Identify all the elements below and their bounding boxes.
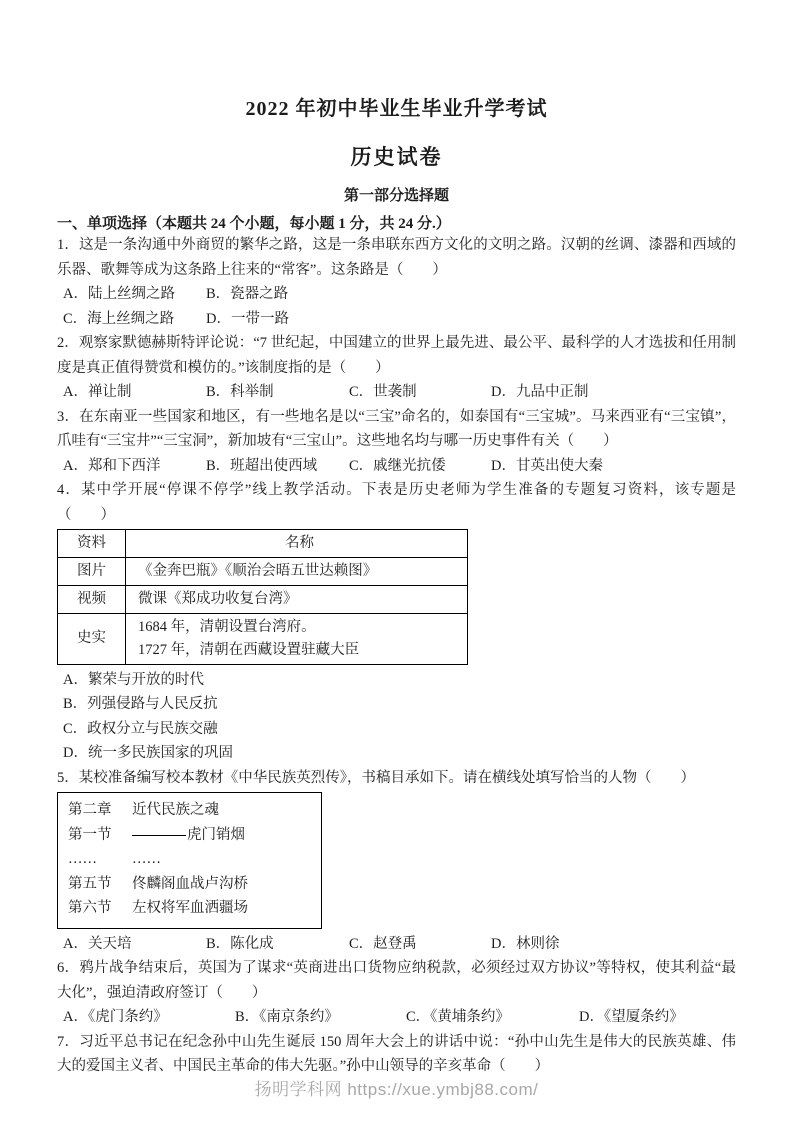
option-a: A．《虎门条约》 <box>63 1009 168 1025</box>
question-4-material-table <box>57 529 468 665</box>
question-1 <box>57 233 736 331</box>
option-a: A．繁荣与开放的时代 <box>63 671 204 688</box>
table-header-row <box>58 530 468 558</box>
option-c: C．海上丝绸之路 <box>63 310 175 327</box>
option-d: D．甘英出使大秦 <box>491 457 603 474</box>
option-c: C．赵登禹 <box>349 935 417 952</box>
option-c: C．戚继光抗倭 <box>349 457 446 474</box>
toc-label: 第二章 <box>68 802 112 818</box>
question-1-stem: 1．这是一条沟通中外商贸的繁华之路，这是一条串联东西方文化的文明之路。汉朝的丝调、漆器和西域的乐器、歌舞等成为这条路上往来的“常客”。这条路是（ ） <box>57 237 736 278</box>
question-7-stem: 7．习近平总书记在纪念孙中山先生诞辰 150 周年大会上的讲话中说：“孙中山先生是伟大的民族英雄、伟大的爱国主义者、中国民主革命的伟大先驱。”孙中山领导的辛亥革命（ ） <box>57 1033 736 1074</box>
question-3-options <box>57 454 736 479</box>
option-b: B．班超出使西域 <box>206 457 318 474</box>
option-d: D．《望厦条约》 <box>579 1009 684 1025</box>
toc-label: 第五节 <box>68 875 112 892</box>
part-header: 第一部分选择题 <box>343 188 449 204</box>
table-row <box>58 557 468 585</box>
option-c: C．政权分立与民族交融 <box>63 720 218 737</box>
table-cell-type: 视频 <box>58 585 126 613</box>
question-5-options <box>57 932 736 957</box>
question-6 <box>57 956 736 1030</box>
option-c: C．《黄埔条约》 <box>406 1009 510 1025</box>
toc-row <box>68 823 311 848</box>
fact-line-1: 1684 年，清朝设置台湾府。 <box>138 618 316 635</box>
question-6-options <box>57 1005 736 1030</box>
option-a: A．陆上丝绸之路 <box>63 286 175 302</box>
table-row <box>58 613 468 664</box>
subject-title: 历史试卷 <box>350 145 443 169</box>
question-2-stem: 2．观察家默德赫斯特评论说：“7 世纪起，中国建立的世界上最先进、最公平、最科学的人才选拔和任用制度是真正值得赞赏和模仿的。”该制度指的是（ ） <box>57 335 736 376</box>
table-cell-type: 史实 <box>58 613 126 664</box>
fill-in-blank-line <box>132 823 186 836</box>
toc-text: 左权将军血洒疆场 <box>132 900 248 916</box>
question-4-stem: 4．某中学开展“停课不停学”线上教学活动。下表是历史老师为学生准备的专题复习资料，该专题是（ ） <box>57 482 736 523</box>
question-5-toc-box <box>57 792 322 929</box>
question-2 <box>57 331 736 405</box>
toc-label: 第一节 <box>68 826 112 843</box>
toc-text: …… <box>132 851 161 867</box>
option-c: C．世袭制 <box>349 384 417 400</box>
toc-label: …… <box>68 851 97 867</box>
question-2-options <box>57 380 736 405</box>
option-d: D．统一多民族国家的巩固 <box>63 745 233 761</box>
toc-row <box>68 872 311 897</box>
question-3 <box>57 405 736 479</box>
option-d: D．一带一路 <box>206 310 289 327</box>
option-b: B．瓷器之路 <box>206 286 289 302</box>
question-1-options <box>57 282 736 331</box>
toc-row <box>68 847 311 872</box>
option-b: B．陈化成 <box>206 935 274 952</box>
toc-text: 近代民族之魂 <box>132 802 219 818</box>
question-7 <box>57 1030 736 1079</box>
option-b: B．《南京条约》 <box>235 1009 339 1025</box>
option-d: D．九品中正制 <box>491 384 589 400</box>
option-b: B．列强侵路与人民反抗 <box>63 696 218 712</box>
document-body <box>57 0 736 1079</box>
toc-row <box>68 896 311 921</box>
table-cell-name <box>126 613 468 664</box>
fact-line-2: 1727 年，清朝在西藏设置驻藏大臣 <box>138 641 360 658</box>
question-5 <box>57 766 736 957</box>
table-cell-name: 微课《郑成功收复台湾》 <box>126 585 468 613</box>
site-watermark: 扬明学科网 https://xue.ymbj88.com/ <box>254 1080 539 1099</box>
option-d: D．林则徐 <box>491 935 560 952</box>
table-header-name: 名称 <box>126 530 468 558</box>
option-a: A．关天培 <box>63 935 132 952</box>
toc-text: 虎门销烟 <box>187 826 245 843</box>
question-4-options <box>57 668 736 766</box>
option-a: A．禅让制 <box>63 384 132 400</box>
table-header-material: 资料 <box>58 530 126 558</box>
question-3-stem: 3．在东南亚一些国家和地区，有一些地名是以“三宝”命名的，如泰国有“三宝城”。马来西亚有“三宝镇”，爪哇有“三宝井”“三宝洞”，新加坡有“三宝山”。这些地名均与哪一历史事件有关（ ） <box>57 408 736 449</box>
table-cell-name: 《金奔巴瓶》《顺治会晤五世达赖图》 <box>126 557 468 585</box>
table-cell-type: 图片 <box>58 557 126 585</box>
option-b: B．科举制 <box>206 384 274 400</box>
exam-title: 2022 年初中毕业生毕业升学考试 <box>245 98 548 120</box>
option-a: A．郑和下西洋 <box>63 457 161 474</box>
question-5-stem: 5．某校准备编写校本教材《中华民族英烈传》，书稿目承如下。请在横线处填写恰当的人物（ ） <box>57 769 695 786</box>
toc-label: 第六节 <box>68 900 112 916</box>
section-header: 一、单项选择（本题共 24 个小题，每小题 1 分，共 24 分.） <box>57 216 451 232</box>
toc-row <box>68 798 311 823</box>
question-4 <box>57 478 736 766</box>
table-row <box>58 585 468 613</box>
toc-text: 佟麟阁血战卢沟桥 <box>132 875 248 892</box>
question-6-stem: 6．鸦片战争结束后，英国为了谋求“英商进出口货物应纳税款，必须经过双方协议”等特权，使其利益“最大化”，强迫清政府签订（ ） <box>57 960 736 1001</box>
